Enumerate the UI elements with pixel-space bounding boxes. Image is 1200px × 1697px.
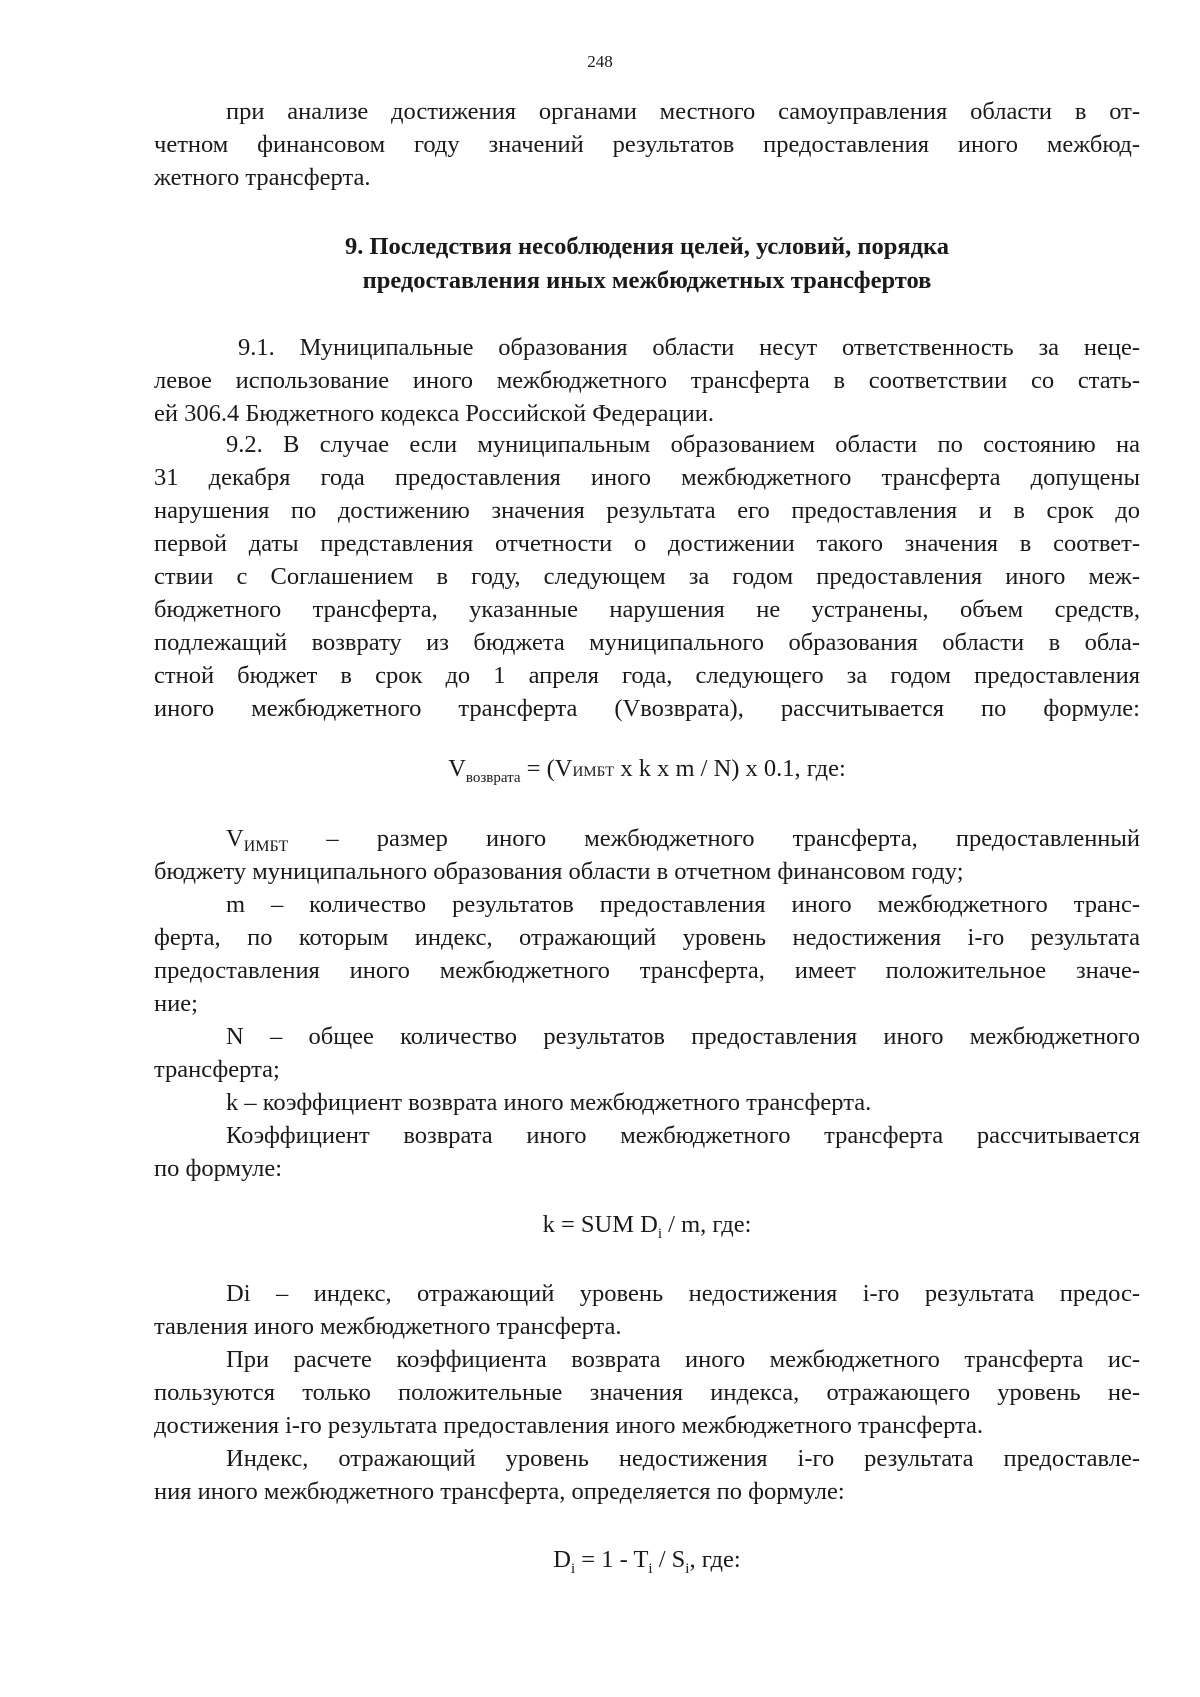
text-line: бюджетного трансферта, указанные нарушения не устранены, объем средств,	[154, 596, 1140, 623]
paragraph-9-1	[154, 331, 1140, 430]
text-line: бюджету муниципального образования области в отчетном финансовом году;	[154, 858, 964, 885]
heading-line: 9. Последствия несоблюдения целей, условий, порядка	[344, 233, 950, 260]
text-line: ферта, по которым индекс, отражающий уровень недостижения i-го результата	[154, 924, 1140, 951]
text-line: Di – индекс, отражающий уровень недостижения i-го результата предос-	[226, 1280, 1140, 1307]
text-line: четном финансовом году значений результатов предоставления иного межбюд-	[154, 131, 1140, 158]
text-line: Индекс, отражающий уровень недостижения i-го результата предоставле-	[226, 1445, 1140, 1472]
paragraph-9-2	[154, 428, 1140, 725]
text-line: ствии с Соглашением в году, следующем за годом предоставления иного меж-	[154, 563, 1140, 590]
text-line: трансферта;	[154, 1056, 280, 1083]
text-line: при анализе достижения органами местного самоуправления области в от-	[226, 98, 1140, 125]
formula-symbol: V	[448, 755, 466, 782]
text-line: ния иного межбюджетного трансферта, определяется по формуле:	[154, 1478, 845, 1505]
text-line: жетного трансферта.	[154, 164, 371, 191]
heading-line: предоставления иных межбюджетных трансфертов	[362, 267, 932, 294]
text-fragment: – размер иного межбюджетного трансферта, предоставленный	[288, 825, 1140, 852]
positive-values-paragraph	[154, 1343, 1140, 1442]
formula-subscript: i	[657, 1226, 663, 1242]
text-line: тавления иного межбюджетного трансферта.	[154, 1313, 622, 1340]
formula-subscript: возврата	[465, 770, 521, 786]
formula-coefficient	[154, 1208, 1140, 1251]
formula-subscript: i	[571, 1561, 576, 1577]
formula-text: , где:	[689, 1546, 741, 1573]
text-line: ей 306.4 Бюджетного кодекса Российской Федерации.	[154, 400, 715, 427]
intro-paragraph	[154, 95, 1140, 194]
text-line: ние;	[154, 990, 198, 1017]
text-line: 9.2. В случае если муниципальным образованием области по состоянию на	[226, 431, 1140, 458]
di-definition	[154, 1277, 1140, 1343]
text-line	[154, 822, 1140, 855]
page-number: 248	[587, 52, 613, 71]
text-line: достижения i-го результата предоставления иного межбюджетного трансферта.	[154, 1412, 984, 1439]
text-line: k – коэффициент возврата иного межбюджетного трансферта.	[226, 1089, 872, 1116]
text-line: m – количество результатов предоставления иного межбюджетного транс-	[226, 891, 1140, 918]
formula-symbol: D	[553, 1546, 571, 1573]
formula-subscript: i	[685, 1561, 690, 1577]
text-line: левое использование иного межбюджетного трансферта в соответствии со стать-	[154, 367, 1140, 394]
text-line: 31 декабря года предоставления иного межбюджетного трансферта допущены	[154, 464, 1140, 491]
formula-text: / S	[652, 1546, 686, 1573]
text-line: Коэффициент возврата иного межбюджетного трансферта рассчитывается	[226, 1122, 1140, 1149]
text-line: иного межбюджетного трансферта (Vвозврата), рассчитывается по формуле:	[154, 695, 1140, 722]
text-line: 9.1. Муниципальные образования области несут ответственность за неце-	[238, 334, 1140, 361]
formula-subscript: i	[648, 1561, 653, 1577]
formula-text: k = SUM D	[542, 1211, 658, 1238]
text-line: При расчете коэффициента возврата иного межбюджетного трансферта ис-	[226, 1346, 1140, 1373]
text-line: стной бюджет в срок до 1 апреля года, следующего за годом предоставления	[154, 662, 1140, 689]
formula-subscript: ИМБТ	[243, 838, 289, 855]
formula-text: = 1 - T	[575, 1546, 649, 1573]
text-line: первой даты представления отчетности о достижении такого значения в соответ-	[154, 530, 1140, 557]
text-line: предоставления иного межбюджетного трансферта, имеет положительное значе-	[154, 957, 1140, 984]
formula-subscript: ИМБТ	[572, 764, 615, 780]
index-paragraph	[154, 1442, 1140, 1508]
text-line: N – общее количество результатов предоставления иного межбюджетного	[226, 1023, 1140, 1050]
text-line: пользуются только положительные значения индекса, отражающего уровень не-	[154, 1379, 1140, 1406]
formula-refund	[154, 752, 1140, 795]
formula-index	[154, 1543, 1140, 1586]
text-line: подлежащий возврату из бюджета муниципального образования области в обла-	[154, 629, 1140, 656]
formula-symbol: V	[226, 825, 244, 852]
text-line: нарушения по достижению значения результата его предоставления и в срок до	[154, 497, 1140, 524]
definitions-block	[154, 822, 1140, 1185]
formula-text: / m, где:	[662, 1211, 752, 1238]
section-heading	[154, 230, 1140, 298]
formula-text: = (V	[520, 755, 573, 782]
formula-text: x k x m / N) x 0.1, где:	[614, 755, 846, 782]
text-line: по формуле:	[154, 1155, 283, 1182]
